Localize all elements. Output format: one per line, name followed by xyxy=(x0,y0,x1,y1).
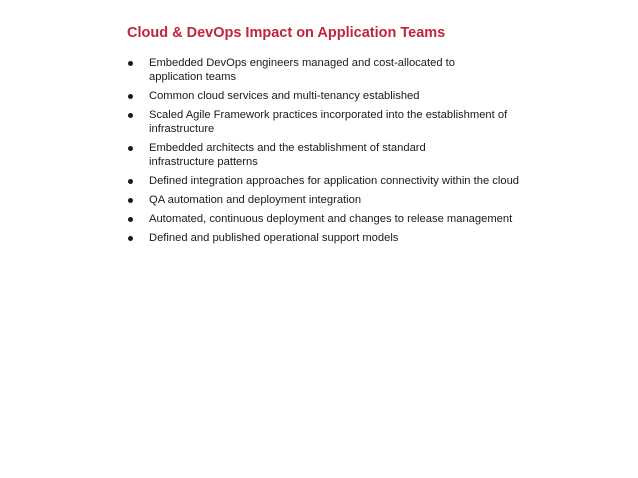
bullet-item xyxy=(128,56,548,84)
bullet-line: Scaled Agile Framework practices incorporated into the establishment of xyxy=(149,109,508,121)
bullet-dot-icon xyxy=(128,146,133,151)
bullet-dot-icon xyxy=(128,179,133,184)
bullet-line: Defined integration approaches for application connectivity within the cloud xyxy=(149,175,520,187)
bullet-line: Embedded DevOps engineers managed and cost-allocated to xyxy=(149,57,455,69)
bullet-line: infrastructure xyxy=(149,123,215,135)
bullet-item xyxy=(128,141,548,169)
bullet-list xyxy=(128,56,548,250)
bullet-dot-icon xyxy=(128,61,133,66)
bullet-line: Automated, continuous deployment and changes to release management xyxy=(149,213,513,225)
bullet-dot-icon xyxy=(128,236,133,241)
bullet-line: Defined and published operational support models xyxy=(149,232,399,244)
bullet-item xyxy=(128,89,548,103)
bullet-item xyxy=(128,212,548,226)
bullet-text xyxy=(149,231,548,245)
bullet-item xyxy=(128,231,548,245)
bullet-text xyxy=(149,193,548,207)
bullet-dot-icon xyxy=(128,113,133,118)
bullet-dot-icon xyxy=(128,94,133,99)
bullet-dot-icon xyxy=(128,217,133,222)
bullet-text xyxy=(149,108,548,136)
bullet-dot-icon xyxy=(128,198,133,203)
bullet-item xyxy=(128,193,548,207)
bullet-line: application teams xyxy=(149,71,237,83)
bullet-line: Common cloud services and multi-tenancy established xyxy=(149,90,420,102)
bullet-text xyxy=(149,141,548,169)
slide-title: Cloud & DevOps Impact on Application Teams xyxy=(127,25,446,41)
bullet-line: infrastructure patterns xyxy=(149,156,258,168)
bullet-text xyxy=(149,212,548,226)
bullet-line: Embedded architects and the establishment of standard xyxy=(149,142,426,154)
bullet-line: QA automation and deployment integration xyxy=(149,194,362,206)
bullet-item xyxy=(128,174,548,188)
bullet-text xyxy=(149,56,548,84)
bullet-text xyxy=(149,174,548,188)
bullet-item xyxy=(128,108,548,136)
bullet-text xyxy=(149,89,548,103)
